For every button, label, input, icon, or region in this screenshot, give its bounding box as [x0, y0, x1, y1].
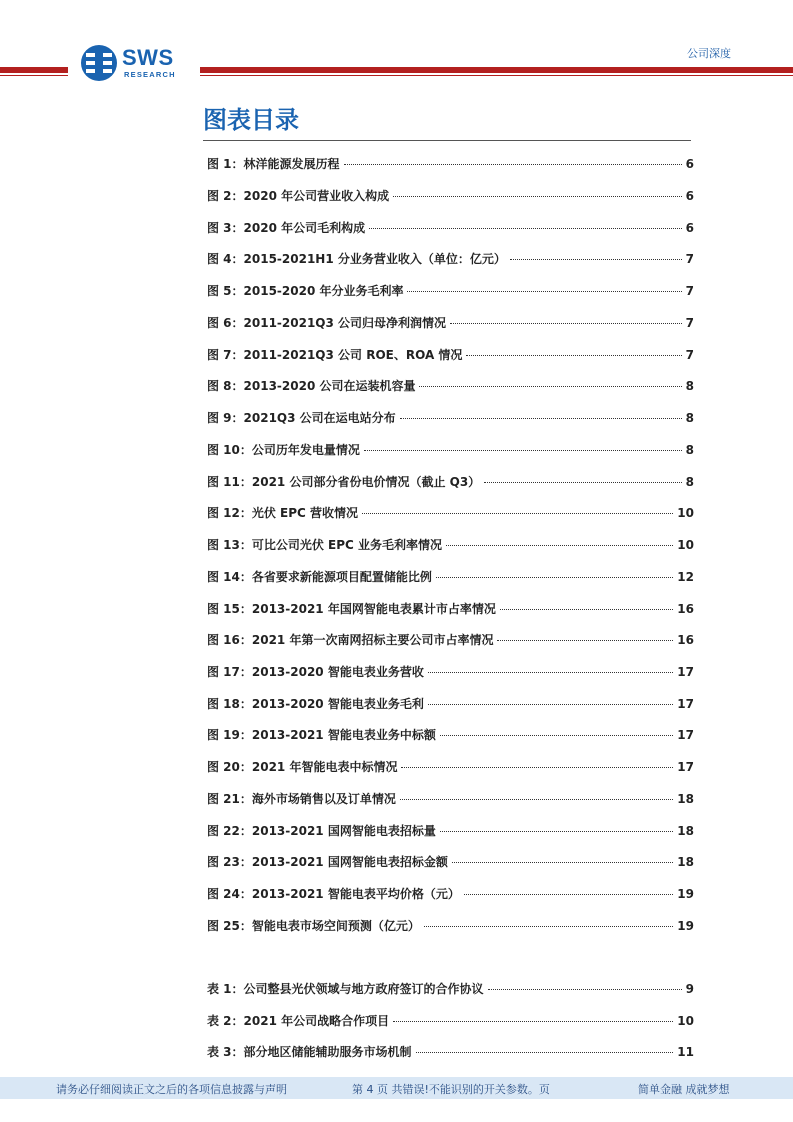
- toc-entry[interactable]: [207, 663, 694, 681]
- sws-logo: [80, 44, 192, 84]
- toc-entry-label: 表 2：2021 年公司战略合作项目: [207, 1014, 390, 1028]
- toc-entry-label: 表 1：公司整县光伏领域与地方政府签订的合作协议: [207, 982, 484, 996]
- toc-entry-page: 16: [677, 633, 694, 647]
- toc-entry-page: 6: [685, 189, 694, 203]
- toc-entry-page: 9: [685, 982, 694, 996]
- toc-entry-page: 7: [685, 348, 694, 362]
- toc-entry[interactable]: [207, 155, 694, 173]
- toc-entry-label: 图 16：2021 年第一次南网招标主要公司市占率情况: [207, 633, 494, 647]
- header-rule-right: [200, 67, 793, 73]
- dot-leader: [407, 290, 681, 292]
- toc-entry[interactable]: [207, 187, 694, 205]
- dot-leader: [450, 322, 682, 324]
- toc-entry[interactable]: [207, 822, 694, 840]
- toc-entry[interactable]: [207, 346, 694, 364]
- dot-leader: [364, 449, 682, 451]
- header-rule-right-thin: [200, 75, 793, 76]
- toc-entry-label: 图 3：2020 年公司毛利构成: [207, 221, 366, 235]
- toc-entry-page: 17: [677, 697, 694, 711]
- toc-entry-page: 6: [685, 221, 694, 235]
- toc-entry-page: 10: [677, 538, 694, 552]
- toc-entry-label: 图 10：公司历年发电量情况: [207, 443, 360, 457]
- toc-entry[interactable]: [207, 441, 694, 459]
- toc-entry-page: 8: [685, 443, 694, 457]
- toc-entry-label: 图 19：2013-2021 智能电表业务中标额: [207, 728, 436, 742]
- document-type-label: 公司深度: [687, 47, 731, 60]
- logo-subtext: RESEARCH: [124, 70, 176, 79]
- toc-entry[interactable]: [207, 473, 694, 491]
- dot-leader: [440, 830, 673, 832]
- toc-entry-page: 19: [677, 887, 694, 901]
- page-footer: [0, 1077, 793, 1099]
- footer-disclaimer: 请务必仔细阅读正文之后的各项信息披露与声明: [56, 1083, 287, 1096]
- toc-entry[interactable]: [207, 853, 694, 871]
- toc-entry-label: 图 11：2021 公司部分省份电价情况（截止 Q3）: [207, 475, 481, 489]
- toc-table-entry[interactable]: [207, 1043, 694, 1061]
- toc-entry-label: 图 6：2011-2021Q3 公司归母净利润情况: [207, 316, 447, 330]
- dot-leader: [440, 734, 673, 736]
- toc-entry-label: 图 7：2011-2021Q3 公司 ROE、ROA 情况: [207, 348, 463, 362]
- toc-entry-page: 8: [685, 475, 694, 489]
- toc-entry[interactable]: [207, 917, 694, 935]
- toc-table-entry[interactable]: [207, 1012, 694, 1030]
- toc-table-entry[interactable]: [207, 980, 694, 998]
- footer-slogan: 简单金融 成就梦想: [638, 1083, 730, 1096]
- toc-entry-page: 17: [677, 760, 694, 774]
- dot-leader: [464, 893, 673, 895]
- dot-leader: [400, 798, 673, 800]
- dot-leader: [428, 703, 673, 705]
- toc-entry-label: 图 24：2013-2021 智能电表平均价格（元）: [207, 887, 460, 901]
- toc-entry-label: 图 14：各省要求新能源项目配置储能比例: [207, 570, 432, 584]
- dot-leader: [510, 258, 682, 260]
- toc-entry-page: 18: [677, 824, 694, 838]
- toc-entry[interactable]: [207, 282, 694, 300]
- toc-entry-label: 图 18：2013-2020 智能电表业务毛利: [207, 697, 424, 711]
- dot-leader: [466, 354, 681, 356]
- dot-leader: [369, 227, 682, 229]
- dot-leader: [424, 925, 673, 927]
- toc-entry-label: 图 8：2013-2020 公司在运装机容量: [207, 379, 416, 393]
- toc-entry[interactable]: [207, 885, 694, 903]
- toc-entry-page: 7: [685, 252, 694, 266]
- toc-entry-page: 10: [677, 506, 694, 520]
- toc-entry[interactable]: [207, 600, 694, 618]
- toc-entry-label: 图 2：2020 年公司营业收入构成: [207, 189, 390, 203]
- toc-entry-page: 16: [677, 602, 694, 616]
- dot-leader: [401, 766, 673, 768]
- toc-entry-page: 17: [677, 665, 694, 679]
- title-rule: [203, 140, 691, 141]
- dot-leader: [500, 608, 673, 610]
- toc-entry[interactable]: [207, 314, 694, 332]
- toc-entry[interactable]: [207, 536, 694, 554]
- dot-leader: [393, 195, 682, 197]
- toc-entry-page: 8: [685, 411, 694, 425]
- toc-entry-label: 图 22：2013-2021 国网智能电表招标量: [207, 824, 436, 838]
- toc-entry-label: 表 3：部分地区储能辅助服务市场机制: [207, 1045, 412, 1059]
- toc-entry-label: 图 15：2013-2021 年国网智能电表累计市占率情况: [207, 602, 496, 616]
- toc-entry[interactable]: [207, 409, 694, 427]
- toc-entry-label: 图 23：2013-2021 国网智能电表招标金额: [207, 855, 448, 869]
- dot-leader: [362, 512, 673, 514]
- header-rule-left-thin: [0, 75, 68, 76]
- toc-entry-page: 19: [677, 919, 694, 933]
- toc-entry[interactable]: [207, 631, 694, 649]
- toc-entry[interactable]: [207, 568, 694, 586]
- header-rule-left: [0, 67, 68, 73]
- toc-title: 图表目录: [203, 106, 299, 134]
- toc-entry[interactable]: [207, 790, 694, 808]
- toc-entry-page: 7: [685, 316, 694, 330]
- toc-entry-page: 10: [677, 1014, 694, 1028]
- toc-entry-label: 图 5：2015-2020 年分业务毛利率: [207, 284, 404, 298]
- dot-leader: [488, 988, 682, 990]
- toc-entry-page: 18: [677, 855, 694, 869]
- dot-leader: [484, 481, 681, 483]
- dot-leader: [446, 544, 673, 546]
- logo-text: SWS: [122, 45, 174, 70]
- toc-entry-page: 7: [685, 284, 694, 298]
- toc-entry-label: 图 21：海外市场销售以及订单情况: [207, 792, 396, 806]
- toc-entry[interactable]: [207, 695, 694, 713]
- toc-entry-page: 12: [677, 570, 694, 584]
- dot-leader: [416, 1051, 674, 1053]
- toc-entry-label: 图 4：2015-2021H1 分业务营业收入（单位：亿元）: [207, 252, 506, 266]
- dot-leader: [393, 1020, 673, 1022]
- toc-entry-label: 图 1：林洋能源发展历程: [207, 157, 340, 171]
- toc-entry-page: 6: [685, 157, 694, 171]
- toc-entry-page: 8: [685, 379, 694, 393]
- toc-entry[interactable]: [207, 758, 694, 776]
- toc-entry[interactable]: [207, 504, 694, 522]
- toc-entry-page: 17: [677, 728, 694, 742]
- toc-entry-label: 图 17：2013-2020 智能电表业务营收: [207, 665, 424, 679]
- toc-entry[interactable]: [207, 726, 694, 744]
- toc-entry[interactable]: [207, 250, 694, 268]
- dot-leader: [400, 417, 682, 419]
- toc-entry-page: 18: [677, 792, 694, 806]
- dot-leader: [497, 639, 673, 641]
- dot-leader: [428, 671, 673, 673]
- dot-leader: [419, 385, 681, 387]
- dot-leader: [344, 163, 682, 165]
- sws-logo-icon: [80, 44, 118, 82]
- toc-entry-label: 图 12：光伏 EPC 营收情况: [207, 506, 359, 520]
- toc-entry-label: 图 13：可比公司光伏 EPC 业务毛利率情况: [207, 538, 443, 552]
- footer-page-info: 第 4 页 共错误!不能识别的开关参数。页: [352, 1083, 550, 1096]
- dot-leader: [436, 576, 673, 578]
- toc-entry-label: 图 20：2021 年智能电表中标情况: [207, 760, 398, 774]
- toc-entry-label: 图 25：智能电表市场空间预测（亿元）: [207, 919, 420, 933]
- dot-leader: [452, 861, 673, 863]
- toc-entry-page: 11: [677, 1045, 694, 1059]
- toc-entry-label: 图 9：2021Q3 公司在运电站分布: [207, 411, 396, 425]
- toc-entry[interactable]: [207, 219, 694, 237]
- toc-entry[interactable]: [207, 377, 694, 395]
